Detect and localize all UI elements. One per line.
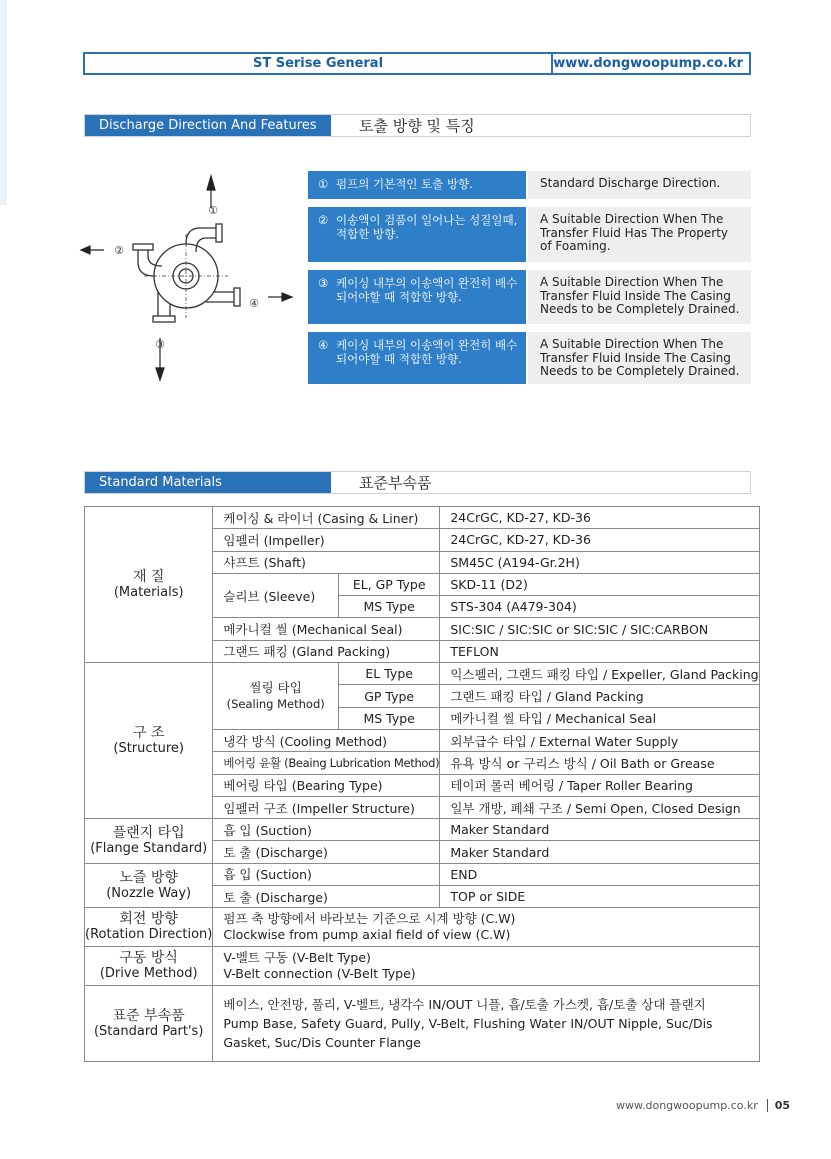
diagram-label-1: ① — [208, 204, 218, 217]
page-number: 05 — [774, 1099, 791, 1112]
direction-row-1 — [308, 171, 751, 199]
value-drive — [213, 947, 759, 986]
category-materials-ko: 재 질 — [132, 568, 165, 585]
value-parts-en: Pump Base, Safety Guard, Pully, V-Belt, Flushing Water IN/OUT Nipple, Suc/Dis Gasket, Suc/Dis Counter Flange — [223, 1016, 713, 1051]
category-nozzle-ko: 노즐 방향 — [119, 869, 178, 886]
direction-2-en: A Suitable Direction When The Transfer Fluid Has The Property of Foaming. — [528, 207, 751, 262]
direction-1-number: ① — [318, 177, 329, 191]
category-rotation — [85, 908, 213, 947]
table-row — [85, 507, 760, 529]
item-sealing — [213, 663, 339, 730]
category-nozzle — [85, 863, 213, 908]
direction-row-3 — [308, 270, 751, 324]
value-flange-discharge: Maker Standard — [440, 841, 759, 863]
item-nozzle-suction: 흡 입 (Suction) — [213, 863, 440, 885]
value-nozzle-discharge: TOP or SIDE — [440, 886, 759, 908]
category-parts-en: (Standard Part's) — [93, 1023, 204, 1039]
direction-2-ko-text: 이송액이 검품이 일어나는 성질일때, 적합한 방향. — [336, 213, 518, 241]
direction-4-en: A Suitable Direction When The Transfer Fluid Inside The Casing Needs to be Completely Drained. — [528, 332, 751, 384]
value-bearing-lub: 유욕 방식 or 구리스 방식 / Oil Bath or Grease — [440, 752, 759, 774]
item-sealing-en: (Sealing Method) — [226, 697, 325, 712]
category-structure-ko: 구 조 — [132, 724, 165, 741]
category-rotation-en: (Rotation Direction) — [85, 927, 213, 943]
table-row — [85, 986, 760, 1062]
item-casing: 케이싱 & 라이너 (Casing & Liner) — [213, 507, 440, 529]
item-gland: 그랜드 패킹 (Gland Packing) — [213, 640, 440, 662]
category-structure — [85, 663, 213, 819]
item-bearing-lub: 베어링 윤활 (Beaing Lubrication Method) — [213, 752, 440, 774]
direction-4-ko — [308, 332, 526, 384]
item-seal-gp: GP Type — [339, 685, 440, 707]
item-bearing-type: 베어링 타입 (Bearing Type) — [213, 774, 440, 796]
direction-3-en: A Suitable Direction When The Transfer Fluid Inside The Casing Needs to be Completely Drained. — [528, 270, 751, 324]
page-footer — [616, 1099, 790, 1112]
category-materials — [85, 507, 213, 663]
category-drive — [85, 947, 213, 986]
item-flange-discharge: 토 출 (Discharge) — [213, 841, 440, 863]
item-nozzle-discharge: 토 출 (Discharge) — [213, 886, 440, 908]
category-parts — [85, 986, 213, 1062]
value-flange-suction: Maker Standard — [440, 819, 759, 841]
category-structure-en: (Structure) — [113, 740, 184, 756]
pump-discharge-diagram — [78, 168, 298, 383]
direction-3-ko — [308, 270, 526, 324]
direction-4-ko-text: 케이싱 내부의 이송액이 완전히 배수 되어야할 때 적합한 방향. — [336, 338, 518, 366]
table-row — [85, 947, 760, 986]
table-row — [85, 908, 760, 947]
direction-2-ko — [308, 207, 526, 262]
value-sleeve-ms: STS-304 (A479-304) — [440, 596, 759, 618]
item-sleeve: 슬리브 (Sleeve) — [213, 573, 339, 618]
category-rotation-ko: 회전 방향 — [119, 911, 178, 928]
category-parts-ko: 표준 부속품 — [112, 1007, 185, 1024]
page-edge-strip — [0, 0, 7, 205]
item-sealing-ko: 씰링 타입 — [249, 680, 302, 696]
value-seal-ms: 메카니컬 씰 타입 / Mechanical Seal — [440, 707, 759, 729]
value-seal-gp: 그랜드 패킹 타입 / Gland Packing — [440, 685, 759, 707]
value-sleeve-el: SKD-11 (D2) — [440, 573, 759, 595]
direction-row-2 — [308, 207, 751, 262]
item-mech-seal: 메카니컬 씰 (Mechanical Seal) — [213, 618, 440, 640]
category-drive-ko: 구동 방식 — [119, 950, 178, 967]
header-title: ST Serise General — [85, 54, 553, 73]
diagram-label-4: ④ — [249, 297, 259, 310]
value-parts — [213, 986, 759, 1062]
item-flange-suction: 흡 입 (Suction) — [213, 819, 440, 841]
value-mech-seal: SIC:SIC / SIC:SIC or SIC:SIC / SIC:CARBON — [440, 618, 759, 640]
header-website-link[interactable]: www.dongwoopump.co.kr — [553, 56, 743, 71]
materials-title-en: Standard Materials — [85, 472, 331, 493]
discharge-title-ko: 토출 방향 및 특징 — [359, 117, 475, 135]
item-seal-ms: MS Type — [339, 707, 440, 729]
item-cooling: 냉각 방식 (Cooling Method) — [213, 729, 440, 751]
value-cooling: 외부급수 타입 / External Water Supply — [440, 729, 759, 751]
value-impeller-struct: 일부 개방, 폐쇄 구조 / Semi Open, Closed Design — [440, 796, 759, 818]
direction-row-4 — [308, 332, 751, 384]
item-sleeve-el: EL, GP Type — [339, 573, 440, 595]
direction-1-ko-text: 펌프의 기본적인 토출 방향. — [336, 177, 473, 191]
value-seal-el: 익스펠러, 그랜드 패킹 타입 / Expeller, Gland Packing — [440, 663, 759, 685]
category-flange — [85, 819, 213, 864]
value-parts-ko: 베이스, 안전망, 풀리, V-벨트, 냉각수 IN/OUT 니플, 흡/토출 가스켓, 흡/토출 상대 플랜지 — [223, 997, 706, 1013]
direction-4-number: ④ — [318, 338, 329, 352]
value-rotation-en: Clockwise from pump axial field of view (C.W) — [223, 927, 511, 943]
category-flange-en: (Flange Standard) — [90, 840, 208, 856]
value-shaft: SM45C (A194-Gr.2H) — [440, 551, 759, 573]
diagram-label-3: ③ — [155, 338, 165, 351]
value-impeller: 24CrGC, KD-27, KD-36 — [440, 529, 759, 551]
table-row — [85, 663, 760, 685]
category-materials-en: (Materials) — [113, 584, 184, 600]
value-rotation-ko: 펌프 축 방향에서 바라보는 기준으로 시계 방향 (C.W) — [223, 911, 516, 927]
direction-2-number: ② — [318, 213, 329, 227]
discharge-section-bar — [84, 114, 751, 137]
value-drive-en: V-Belt connection (V-Belt Type) — [223, 966, 416, 982]
category-drive-en: (Drive Method) — [99, 966, 198, 982]
item-sleeve-ms: MS Type — [339, 596, 440, 618]
value-bearing-type: 테이퍼 롤러 베어링 / Taper Roller Bearing — [440, 774, 759, 796]
direction-1-en: Standard Discharge Direction. — [528, 171, 751, 199]
materials-section-bar — [84, 471, 751, 494]
direction-1-ko — [308, 171, 526, 199]
value-gland: TEFLON — [440, 640, 759, 662]
page-header — [83, 52, 751, 75]
footer-divider — [767, 1099, 768, 1112]
category-flange-ko: 플랜지 타입 — [112, 824, 185, 841]
category-nozzle-en: (Nozzle Way) — [106, 885, 192, 901]
item-seal-el: EL Type — [339, 663, 440, 685]
discharge-direction-list — [308, 171, 751, 392]
diagram-label-2: ② — [114, 244, 124, 257]
value-rotation — [213, 908, 759, 947]
value-casing: 24CrGC, KD-27, KD-36 — [440, 507, 759, 529]
value-drive-ko: V-벨트 구동 (V-Belt Type) — [223, 950, 371, 966]
item-impeller-struct: 임펠러 구조 (Impeller Structure) — [213, 796, 440, 818]
discharge-title-en: Discharge Direction And Features — [85, 115, 331, 136]
table-row — [85, 863, 760, 885]
materials-title-ko: 표준부속품 — [359, 474, 432, 492]
value-nozzle-suction: END — [440, 863, 759, 885]
standard-materials-table — [84, 506, 760, 1062]
table-row — [85, 819, 760, 841]
item-shaft: 샤프트 (Shaft) — [213, 551, 440, 573]
item-impeller: 임펠러 (Impeller) — [213, 529, 440, 551]
footer-website-link[interactable]: www.dongwoopump.co.kr — [616, 1099, 758, 1112]
direction-3-ko-text: 케이싱 내부의 이송액이 완전히 배수 되어야할 때 적합한 방향. — [336, 276, 518, 304]
direction-3-number: ③ — [318, 276, 329, 290]
